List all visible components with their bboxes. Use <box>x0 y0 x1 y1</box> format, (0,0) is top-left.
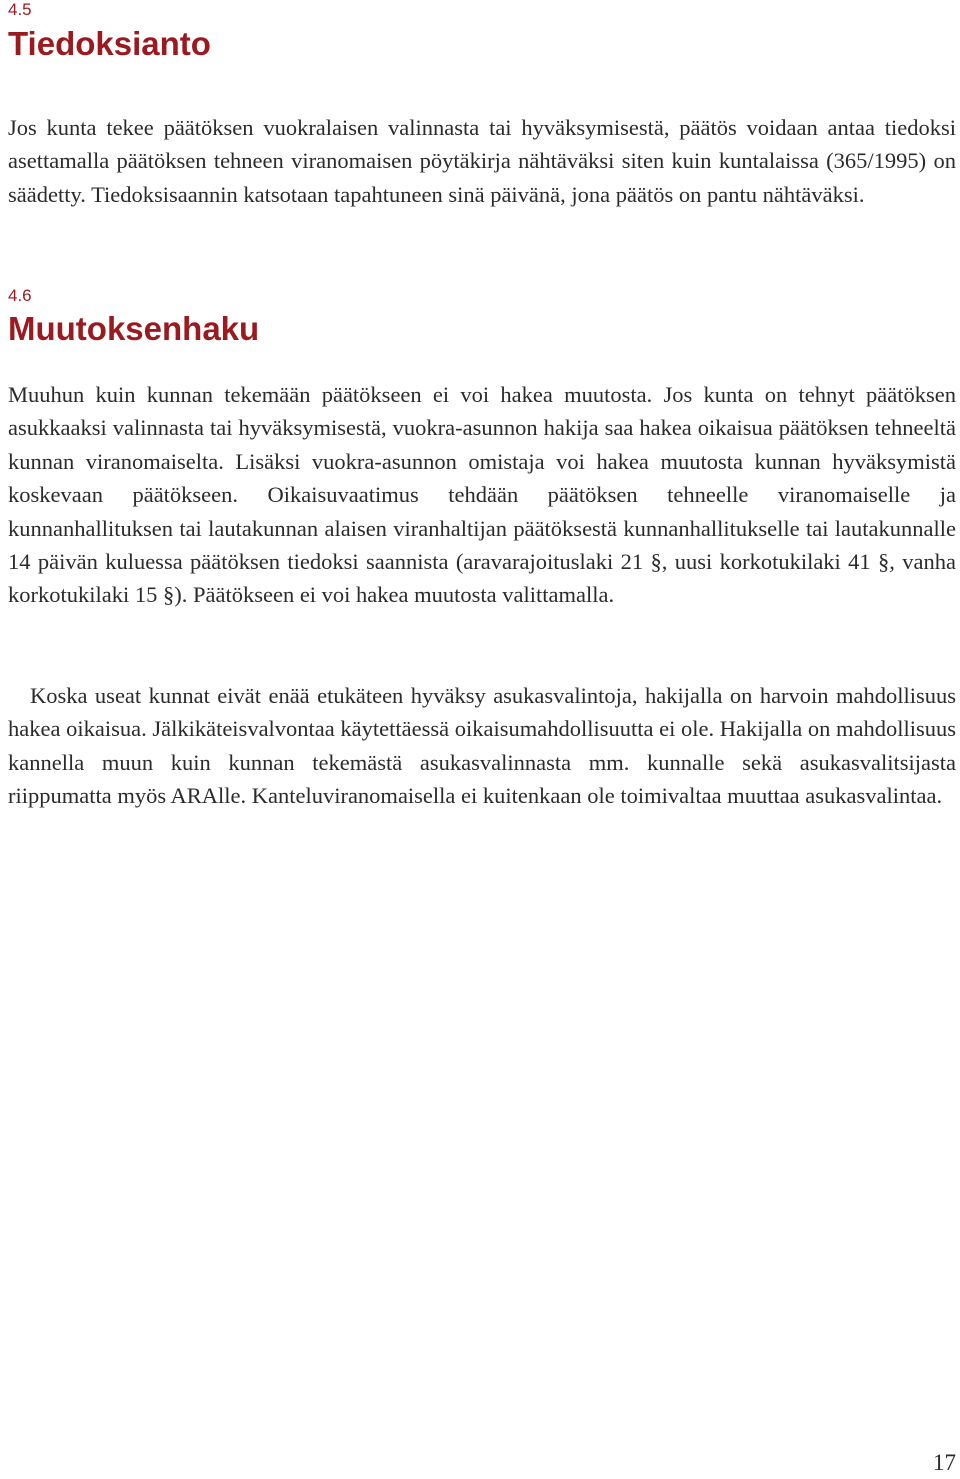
section-number: 4.6 <box>8 286 32 305</box>
section-title: Tiedoksianto <box>8 25 211 62</box>
body-paragraph: Jos kunta tekee päätöksen vuokralaisen valinnasta tai hyväksymisestä, päätös voidaan antaa tiedoksi asettamalla päätöksen tehneen viranomaisen pöytäkirja nähtäväksi siten kuin kuntalaissa (365/1995) on säädetty. Tiedoksisaannin katsotaan tapahtuneen sinä päivänä, jona päätös on pantu nähtäväksi. <box>8 115 956 207</box>
body-paragraph: Muuhun kuin kunnan tekemään päätökseen ei voi hakea muutosta. Jos kunta on tehnyt päätöksen asukkaaksi valinnasta tai hyväksymisestä, vuokra-asunnon hakija saa hakea oikaisua päätöksen tehneeltä kunnan viranomaiselta. Lisäksi vuokra-asunnon omistaja voi hakea muutosta kunnan hyväksymistä koskevaan päätökseen. Oikaisuvaatimus tehdään päätöksen tehneelle viranomaiselle ja kunnanhallituksen tai lautakunnan alaisen viranhaltijan päätöksestä kunnanhallitukselle tai lautakunnalle 14 päivän kuluessa päätöksen tiedoksi saannista (aravarajoituslaki 21 §, uusi korkotukilaki 41 §, vanha korkotukilaki 15 §). Päätökseen ei voi hakea muutosta valittamalla. <box>8 382 956 608</box>
section-title: Muutoksenhaku <box>8 310 260 347</box>
body-paragraph: Koska useat kunnat eivät enää etukäteen hyväksy asukasvalintoja, hakijalla on harvoin mahdollisuus hakea oikaisua. Jälkikäteisvalvontaa käytettäessä oikaisumahdollisuutta ei ole. Hakijalla on mahdollisuus kannella muun kuin kunnan tekemästä asukasvalinnasta mm. kunnalle sekä asukasvalitsijasta riippumatta myös ARAlle. Kanteluviranomaisella ei kuitenkaan ole toimivaltaa muuttaa asukasvalintaa. <box>8 683 956 809</box>
section-number: 4.5 <box>8 0 32 19</box>
page-number: 17 <box>933 1450 956 1475</box>
